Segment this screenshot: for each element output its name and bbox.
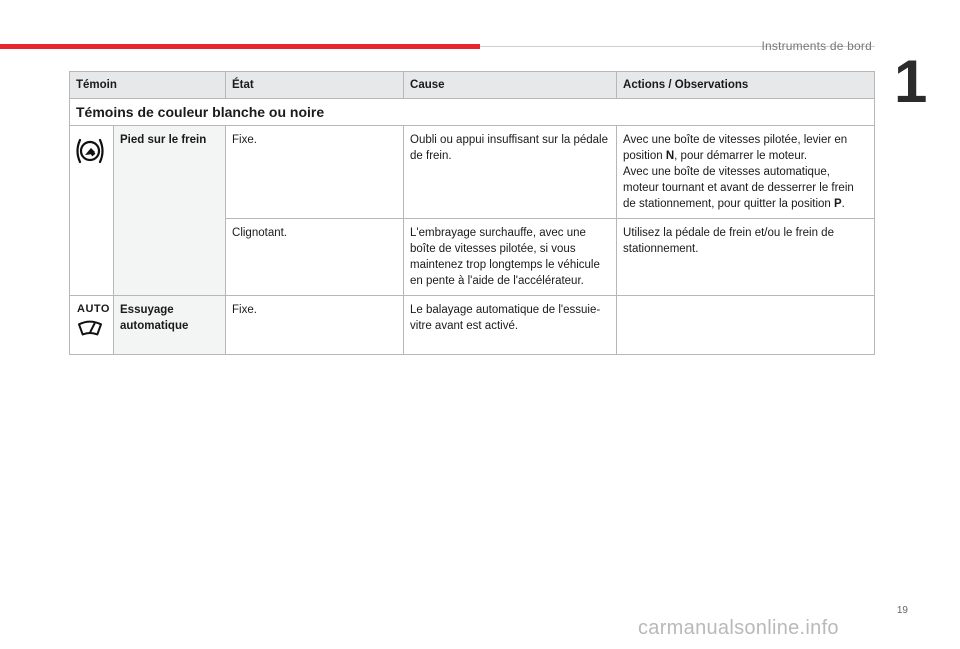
page-number: 19 [896,605,908,616]
group-title: Témoins de couleur blanche ou noire [70,99,875,126]
column-header-temoin: Témoin [70,72,226,99]
action-line: Avec une boîte de vitesses automatique, moteur tournant et avant de desserrer le frein de stationnement, pour quitter la position P. [623,166,854,210]
warning-lights-table [69,71,875,355]
column-header-cause: Cause [404,72,617,99]
column-header-actions: Actions / Observations [617,72,875,99]
section-title: Instruments de bord [761,39,872,53]
group-row [70,99,875,126]
column-header-etat: État [226,72,404,99]
state-cell: Clignotant. [226,219,404,296]
actions-cell [617,296,875,355]
state-cell: Fixe. [226,126,404,219]
chapter-number: 1 [894,48,928,115]
watermark: carmanualsonline.info [638,617,839,639]
cause-cell: Oubli ou appui insuffisant sur la pédale de frein. [404,126,617,219]
cause-cell: L'embrayage surchauffe, avec une boîte de vitesses pilotée, si vous maintenez trop longtemps le véhicule en pente à l'aide de l'accélérateur. [404,219,617,296]
auto-label: AUTO [77,303,110,315]
brake-pedal-icon [74,157,106,169]
icon-cell [70,296,114,355]
cause-cell: Le balayage automatique de l'essuie-vitre avant est activé. [404,296,617,355]
table-row [70,296,875,355]
table-row [70,126,875,219]
icon-cell [70,126,114,296]
action-line: Avec une boîte de vitesses pilotée, levier en position N, pour démarrer le moteur. [623,134,848,162]
row-name: Pied sur le frein [114,126,226,296]
header-red-bar [0,44,480,49]
actions-cell: Utilisez la pédale de frein et/ou le frein de stationnement. [617,219,875,296]
actions-cell [617,126,875,219]
auto-wiper-icon [74,330,106,342]
table-header-row [70,72,875,99]
row-name: Essuyage automatique [114,296,226,355]
state-cell: Fixe. [226,296,404,355]
